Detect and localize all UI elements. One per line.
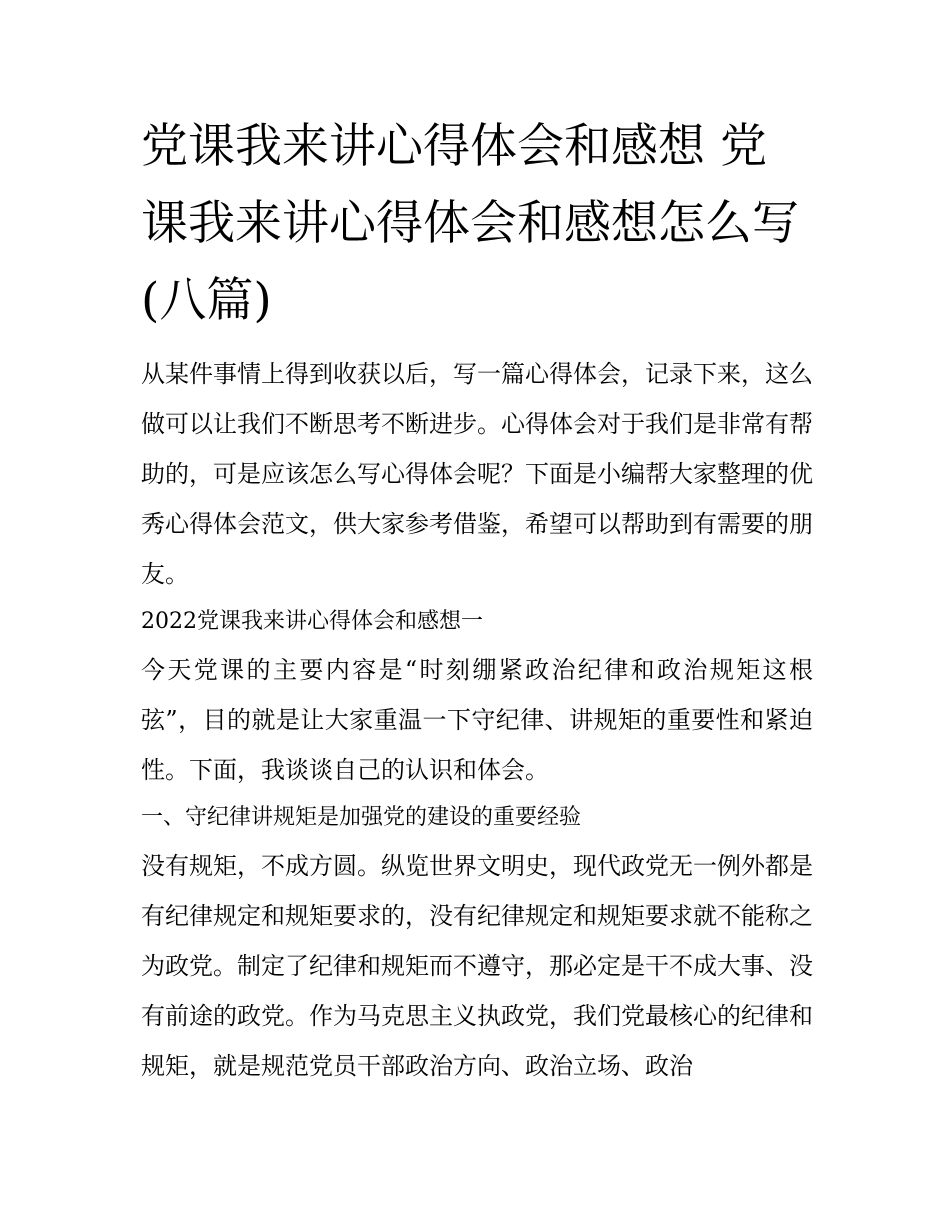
body-paragraph-1: 今天党课的主要内容是“时刻绷紧政治纪律和政治规矩这根弦”，目的就是让大家重温一下守纪律、讲规矩的重要性和紧迫性。下面，我谈谈自己的认识和体会。 — [141, 656, 813, 784]
body-paragraph-2: 没有规矩，不成方圆。纵览世界文明史，现代政党无一例外都是有纪律规定和规矩要求的，没有纪律规定和规矩要求就不能称之为政党。制定了纪律和规矩而不遵守，那必定是干不成大事、没有前途的政党。作为马克思主义执政党，我们党最核心的纪律和规矩，就是规范党员干部政治方向、政治立场、政治 — [141, 852, 813, 1080]
subheading-1: 一、守纪律讲规矩是加强党的建设的重要经验 — [141, 805, 582, 830]
section-title: 2022党课我来讲心得体会和感想一 — [141, 609, 483, 634]
intro-paragraph: 从某件事情上得到收获以后，写一篇心得体会，记录下来，这么做可以让我们不断思考不断进步。心得体会对于我们是非常有帮助的，可是应该怎么写心得体会呢？下面是小编帮大家整理的优秀心得体会范文，供大家参考借鉴，希望可以帮助到有需要的朋友。 — [141, 360, 813, 588]
document-body — [141, 108, 813, 1091]
document-title: 党课我来讲心得体会和感想 党课我来讲心得体会和感想怎么写(八篇) — [141, 119, 799, 328]
